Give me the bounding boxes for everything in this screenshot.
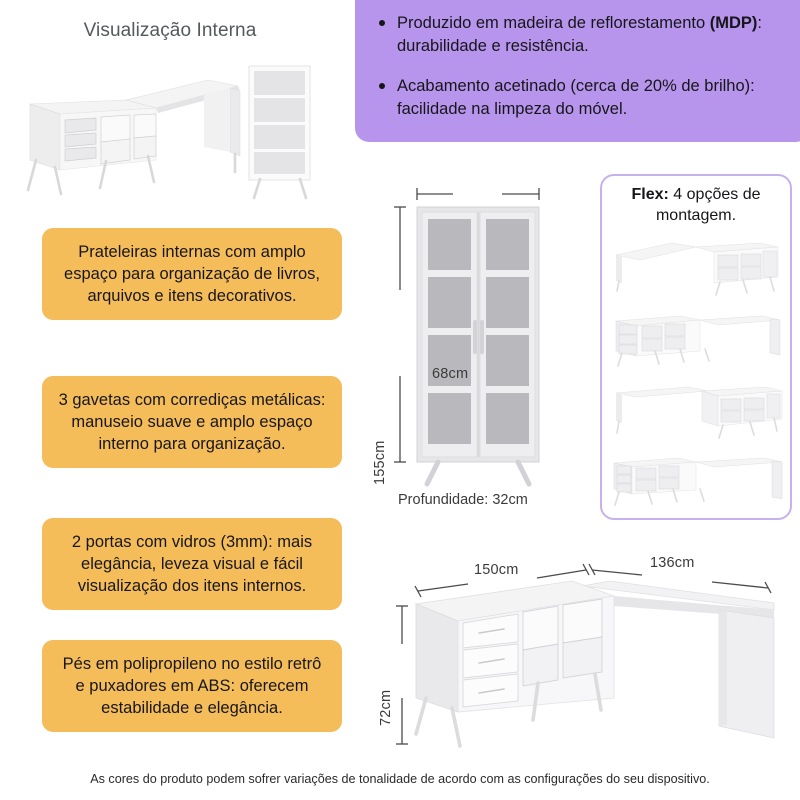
purple-bullet-item [377,12,792,59]
desk-width-left-label: 150cm [474,562,519,578]
cabinet-dimension-diagram [372,180,580,510]
callout-drawers: 3 gavetas com corrediças metálicas: manuseio suave e amplo espaço interno para organização. [42,376,342,468]
cabinet-height-label: 155cm [372,440,388,485]
desk-height-label: 72cm [378,689,394,726]
flex-title-bold: Flex: [631,186,669,203]
flex-option-3 [610,377,786,445]
callout-legs-handles: Pés em polipropileno no estilo retrô e puxadores em ABS: oferecem estabilidade e elegância. [42,640,342,732]
desk-dimension-diagram [378,548,792,760]
hero-bookcase [249,66,310,198]
callout-shelves: Prateleiras internas com amplo espaço para organização de livros, arquivos e itens decorativos. [42,228,342,320]
cabinet-depth-label: Profundidade: 32cm [398,492,528,508]
desk-height-dimension-line [396,606,408,744]
callout-glass-doors: 2 portas com vidros (3mm): mais elegância, leveza visual e fácil visualização dos itens internos. [42,518,342,610]
cabinet-width-dimension-line [417,188,539,200]
cabinet-width-label: 68cm [432,366,469,382]
flex-options-panel [600,174,792,520]
flex-option-2 [610,305,786,373]
bullet-text-before: Acabamento acetinado (cerca de 20% de brilho): facilidade na limpeza do móvel. [397,76,755,119]
bullet-text-bold: (MDP) [709,14,758,32]
cabinet-svg [380,180,580,500]
cabinet-legs [427,462,529,484]
desk-width-right-label: 136cm [650,555,695,571]
bullet-dot-icon [379,20,385,26]
purple-bullet-list [377,12,792,122]
purple-bullet-item [377,75,792,122]
flex-option-1 [610,233,786,301]
bullet-text-before: Produzido em madeira de reflorestamento [397,14,710,32]
hero-l-desk [28,80,240,194]
features-purple-panel [355,0,800,142]
footer-disclaimer: As cores do produto podem sofrer variações de tonalidade de acordo com as configurações do seu dispositivo. [90,772,710,786]
page-title: Visualização Interna [83,20,257,41]
flex-title-rest: 4 opções de montagem. [655,186,761,224]
bullet-dot-icon [379,83,385,89]
flex-panel-title [610,185,782,227]
bullet-text-after: : durabilidade e resistência. [397,14,762,56]
flex-option-4 [610,449,786,517]
cabinet-height-dimension-line [394,207,406,462]
desk-svg [382,548,792,760]
flex-options-list [610,231,782,517]
hero-furniture-illustration [8,48,338,198]
